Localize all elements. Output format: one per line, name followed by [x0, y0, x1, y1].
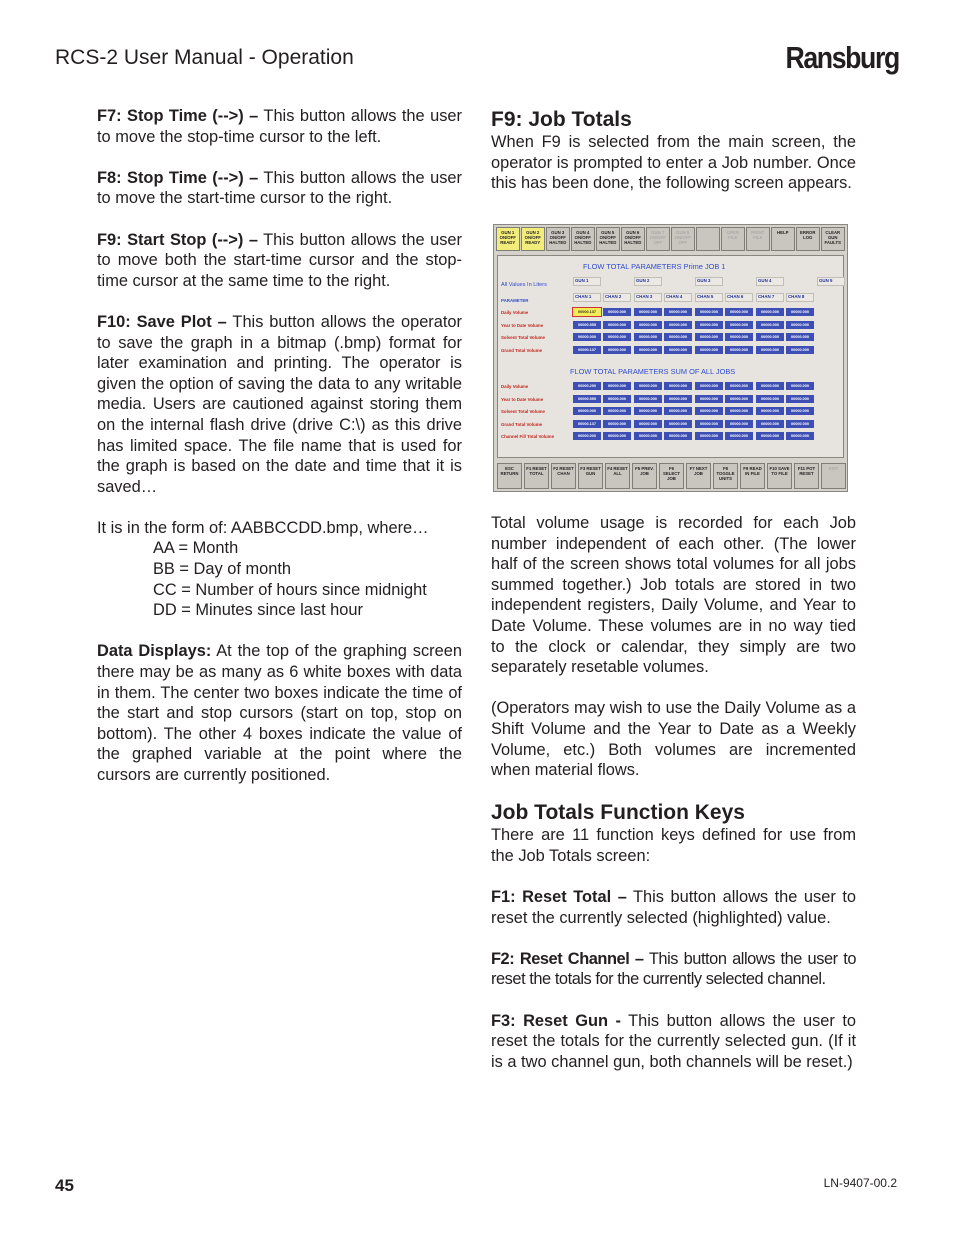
- job-panel-title: FLOW TOTAL PARAMETERS Prime JOB 1: [583, 262, 726, 271]
- job-value-cell[interactable]: 00000.000: [573, 333, 601, 341]
- all-value-cell[interactable]: 00000.000: [786, 432, 814, 440]
- all-value-cell[interactable]: 00000.000: [603, 382, 631, 390]
- job-value-cell[interactable]: 00000.000: [664, 321, 692, 329]
- code-cc: CC = Number of hours since midnight: [153, 580, 427, 599]
- all-value-cell[interactable]: 00000.000: [634, 395, 662, 403]
- function-key[interactable]: ESC RETURN: [497, 463, 522, 489]
- toolbar-button[interactable]: GUN 1 ON/OFF READY: [496, 227, 520, 251]
- all-value-cell[interactable]: 00000.000: [725, 407, 753, 415]
- all-value-cell[interactable]: 00000.000: [695, 395, 723, 403]
- all-value-cell[interactable]: 00000.000: [664, 420, 692, 428]
- all-value-cell[interactable]: 00000.000: [634, 420, 662, 428]
- all-value-cell[interactable]: 00000.000: [725, 432, 753, 440]
- data-displays-paragraph: [97, 641, 462, 785]
- all-value-cell[interactable]: 00000.000: [664, 382, 692, 390]
- total-volume-paragraph: Total volume usage is recorded for each Job number independent of each other. (The lower half of the screen shows total volumes for all jobs summed together.) Job totals are stored in two independent registers, Daily Volume, and Year to Date Volume. These volumes are in no way tied to the clock or calendar, they simply are two separately resetable volumes.: [491, 514, 856, 677]
- all-value-cell[interactable]: 00000.000: [573, 432, 601, 440]
- f9-paragraph: [97, 230, 462, 292]
- all-value-cell[interactable]: 00000.000: [603, 395, 631, 403]
- toolbar-button[interactable]: GUN 6 ON/OFF HALTED: [621, 227, 645, 251]
- gun-header: GUN 4: [756, 277, 784, 286]
- f1-label: F1: Reset Total –: [491, 888, 627, 907]
- f8-text: This button allows the user to move the start-time cursor to the right.: [97, 168, 462, 208]
- all-value-cell[interactable]: 00000.000: [695, 407, 723, 415]
- all-value-cell[interactable]: 00000.000: [756, 382, 784, 390]
- f10-label: F10: Save Plot –: [97, 312, 227, 331]
- job-value-cell[interactable]: 00000.000: [634, 346, 662, 354]
- job-value-cell[interactable]: 00000.000: [786, 321, 814, 329]
- screen-toolbar: [496, 227, 845, 253]
- job-value-cell[interactable]: 00000.000: [664, 308, 692, 316]
- operators-paragraph: (Operators may wish to use the Daily Volume as a Shift Volume and the Year to Date as a Weekly Volume, etc.) Both volumes are incremented when material flows.: [491, 699, 856, 780]
- channel-header: CHAN 5: [695, 293, 723, 302]
- f1-paragraph: [491, 887, 856, 928]
- function-key[interactable]: F6 SELECT JOB: [659, 463, 684, 489]
- filename-codes: [97, 538, 462, 620]
- job-value-cell[interactable]: 00000.000: [634, 321, 662, 329]
- gun-header: GUN 1: [573, 277, 601, 286]
- function-keys-heading: Job Totals Function Keys: [491, 801, 745, 825]
- all-value-cell[interactable]: 00000.000: [725, 382, 753, 390]
- all-value-cell[interactable]: 00000.000: [664, 432, 692, 440]
- toolbar-button[interactable]: ERROR LOG: [796, 227, 820, 251]
- job-value-cell[interactable]: 00000.000: [664, 346, 692, 354]
- channel-header: CHAN 7: [756, 293, 784, 302]
- f7-label: F7: Stop Time (-->) –: [97, 107, 259, 125]
- all-value-cell[interactable]: 00000.000: [695, 420, 723, 428]
- f2-paragraph: [491, 949, 856, 990]
- job-value-cell[interactable]: 00000.000: [725, 333, 753, 341]
- channel-header: CHAN 2: [603, 293, 631, 302]
- job-row-label: Grand Total Volume: [501, 347, 543, 353]
- job-value-cell[interactable]: 00000.000: [756, 321, 784, 329]
- all-value-cell[interactable]: 00000.000: [725, 395, 753, 403]
- function-key[interactable]: F8 TOGGLE UNITS: [713, 463, 738, 489]
- f7-text: This button allows the user to move the stop-time cursor to the left.: [97, 107, 462, 146]
- toolbar-button[interactable]: GUN 7 ON/OFF OFF: [646, 227, 670, 251]
- job-value-cell[interactable]: 00000.000: [695, 346, 723, 354]
- job-value-cell[interactable]: 00000.000: [634, 308, 662, 316]
- channel-header: CHAN 4: [664, 293, 692, 302]
- f2-label: F2: Reset Channel –: [491, 949, 644, 968]
- job-value-cell[interactable]: 00000.000: [603, 321, 631, 329]
- toolbar-button[interactable]: HELP: [771, 227, 795, 251]
- function-key[interactable]: F2 RESET CHAN: [551, 463, 576, 489]
- all-value-cell[interactable]: 00000.000: [634, 432, 662, 440]
- job-value-cell[interactable]: 00000.000: [786, 346, 814, 354]
- data-displays-text: At the top of the graphing screen there may be as many as 6 white boxes with data in them. The center two boxes indicate the time of the start and stop cursors (start on top, stop on bottom). The other 4 boxes indicate the value of the graphed variable at the point where the cursors are currently positioned.: [97, 642, 462, 784]
- f1-text: This button allows the user to reset the currently selected (highlighted) value.: [491, 888, 856, 927]
- job-row-label: Year to Date Volume: [501, 322, 544, 328]
- all-row-label: Daily Volume: [501, 384, 529, 389]
- f10-text: This button allows the operator to save the graph in a bitmap (.bmp) format for later examination and printing. The operator is given the option of saving the data to any writable media. Users are cautioned against storing them on the internal flash drive (drive C:\) as this drive has limited space. The file name that is used for the graph is based on the date and time that it is saved…: [97, 312, 463, 496]
- job-value-cell[interactable]: 00000.000: [603, 333, 631, 341]
- job-value-cell[interactable]: 00000.000: [603, 346, 631, 354]
- job-row-label: Daily Volume: [501, 310, 529, 315]
- right-column-top: [491, 108, 856, 214]
- all-value-cell[interactable]: 00000.000: [573, 407, 601, 415]
- f9-text: This button allows the user to move both the start-time cursor and the stop-time cursor at the same time to the right.: [97, 230, 462, 290]
- data-displays-label: Data Displays:: [97, 642, 212, 661]
- all-value-cell[interactable]: 00000.000: [695, 432, 723, 440]
- left-column: [97, 106, 462, 806]
- f3-label: F3: Reset Gun -: [491, 1011, 621, 1030]
- units-label: All Values In Liters: [501, 282, 547, 288]
- function-key[interactable]: F7 NEXT JOB: [686, 463, 711, 489]
- f8-label: F8: Stop Time (-->) –: [97, 168, 259, 187]
- all-row-label: Channel Fill Total Volume: [501, 434, 555, 439]
- all-value-cell[interactable]: 00000.000: [603, 420, 631, 428]
- gun-header: GUN 2: [634, 277, 662, 286]
- job-value-cell[interactable]: 00000.000: [695, 333, 723, 341]
- ransburg-logo: Ransburg: [785, 40, 899, 75]
- job-totals-intro: When F9 is selected from the main screen, the operator is prompted to enter a Job number. Once this has been done, the following screen appears.: [491, 133, 856, 193]
- all-value-cell[interactable]: 00000.290: [573, 382, 601, 390]
- function-key[interactable]: EXIT: [821, 463, 846, 489]
- all-value-cell[interactable]: 00000.000: [603, 407, 631, 415]
- job-row-label: Solvent Total Volume: [501, 335, 545, 340]
- filename-format: It is in the form of: AABBCCDD.bmp, where…: [97, 518, 429, 537]
- job-value-cell[interactable]: 00000.000: [756, 308, 784, 316]
- all-row-label: Year to Date Volume: [501, 396, 544, 402]
- all-value-cell[interactable]: 00000.555: [573, 395, 601, 403]
- job-value-cell[interactable]: 00000.000: [725, 346, 753, 354]
- parameter-header: PARAMETER: [501, 298, 529, 303]
- function-key[interactable]: F10 SAVE TO FILE: [767, 463, 792, 489]
- all-value-cell[interactable]: 00000.000: [725, 420, 753, 428]
- all-value-cell[interactable]: 00000.000: [786, 407, 814, 415]
- job-value-cell[interactable]: 00000.000: [725, 321, 753, 329]
- toolbar-button[interactable]: GUN 8 ON/OFF OFF: [671, 227, 695, 251]
- all-value-cell[interactable]: 00000.000: [786, 395, 814, 403]
- job-totals-screenshot: [493, 224, 848, 492]
- all-row-label: Solvent Total Volume: [501, 409, 545, 414]
- channel-header: CHAN 1: [573, 293, 601, 302]
- all-value-cell[interactable]: 00000.000: [756, 432, 784, 440]
- gun-header: GUN 5: [817, 277, 845, 286]
- toolbar-button[interactable]: [696, 227, 720, 251]
- job-value-cell[interactable]: 00000.000: [756, 346, 784, 354]
- all-value-cell[interactable]: 00000.000: [634, 407, 662, 415]
- job-value-cell[interactable]: 00000.555: [573, 321, 601, 329]
- job-value-cell[interactable]: 00000.137: [573, 308, 601, 316]
- toolbar-button[interactable]: OPEN FILE: [721, 227, 745, 251]
- toolbar-button[interactable]: GUN 4 ON/OFF HALTED: [571, 227, 595, 251]
- page-number: 45: [55, 1176, 74, 1195]
- all-value-cell[interactable]: 00000.000: [664, 407, 692, 415]
- function-key[interactable]: F1 RESET TOTAL: [524, 463, 549, 489]
- job-value-cell[interactable]: 00000.137: [573, 346, 601, 354]
- code-dd: DD = Minutes since last hour: [153, 601, 363, 620]
- all-value-cell[interactable]: 00000.000: [634, 382, 662, 390]
- job-value-cell[interactable]: 00000.000: [786, 333, 814, 341]
- toolbar-button[interactable]: PRINT FILE: [746, 227, 770, 251]
- manual-title: RCS-2 User Manual - Operation: [55, 46, 354, 69]
- job-value-cell[interactable]: 00000.000: [695, 308, 723, 316]
- f2-text: This button allows the user to reset the totals for the currently selected channel.: [491, 949, 856, 989]
- function-key[interactable]: F5 PREV. JOB: [632, 463, 657, 489]
- all-row-label: Grand Total Volume: [501, 421, 543, 427]
- all-value-cell[interactable]: 00000.137: [573, 420, 601, 428]
- job-value-cell[interactable]: 00000.000: [634, 333, 662, 341]
- all-value-cell[interactable]: 00000.000: [756, 395, 784, 403]
- job-value-cell[interactable]: 00000.000: [786, 308, 814, 316]
- function-key[interactable]: F11 POT RESET: [794, 463, 819, 489]
- toolbar-button[interactable]: GUN 3 ON/OFF HALTED: [546, 227, 570, 251]
- channel-header: CHAN 6: [725, 293, 753, 302]
- f10-paragraph: [97, 312, 462, 497]
- all-value-cell[interactable]: 00000.000: [786, 420, 814, 428]
- function-keys-intro: There are 11 function keys defined for use from the Job Totals screen:: [491, 826, 856, 865]
- job-value-cell[interactable]: 00000.000: [695, 321, 723, 329]
- all-value-cell[interactable]: 00000.000: [756, 407, 784, 415]
- function-key[interactable]: F3 RESET GUN: [578, 463, 603, 489]
- all-value-cell[interactable]: 00000.000: [603, 432, 631, 440]
- channel-header: CHAN 8: [786, 293, 814, 302]
- all-value-cell[interactable]: 00000.000: [664, 395, 692, 403]
- toolbar-button[interactable]: GUN 2 ON/OFF READY: [521, 227, 545, 251]
- document-number: LN-9407-00.2: [823, 1176, 897, 1190]
- code-aa: AA = Month: [153, 539, 239, 558]
- f8-paragraph: [97, 168, 462, 209]
- all-panel-title: FLOW TOTAL PARAMETERS SUM OF ALL JOBS: [570, 367, 736, 376]
- all-value-cell[interactable]: 00000.000: [786, 382, 814, 390]
- f3-paragraph: [491, 1011, 856, 1073]
- toolbar-button[interactable]: GUN 5 ON/OFF HALTED: [596, 227, 620, 251]
- job-value-cell[interactable]: 00000.000: [664, 333, 692, 341]
- channel-header: CHAN 3: [634, 293, 662, 302]
- all-value-cell[interactable]: 00000.000: [695, 382, 723, 390]
- all-value-cell[interactable]: 00000.000: [756, 420, 784, 428]
- job-totals-heading: F9: Job Totals: [491, 108, 632, 131]
- toolbar-button[interactable]: CLEAR GUN FAULTS: [821, 227, 845, 251]
- gun-header: GUN 3: [695, 277, 723, 286]
- code-bb: BB = Day of month: [153, 560, 292, 579]
- f7-paragraph: [97, 106, 462, 147]
- job-value-cell[interactable]: 00000.000: [756, 333, 784, 341]
- f3-text: This button allows the user to reset the totals for the currently selected gun. (If it is a two channel gun, both channels will be reset.): [491, 1011, 857, 1071]
- f9-label: F9: Start Stop (-->) –: [97, 230, 258, 249]
- flow-total-panel: [497, 255, 844, 458]
- right-column-bottom: [491, 513, 856, 1093]
- job-value-cell[interactable]: 00000.000: [603, 308, 631, 316]
- function-key[interactable]: F4 RESET ALL: [605, 463, 630, 489]
- function-key[interactable]: F9 READ IN FILE: [740, 463, 765, 489]
- job-value-cell[interactable]: 00000.000: [725, 308, 753, 316]
